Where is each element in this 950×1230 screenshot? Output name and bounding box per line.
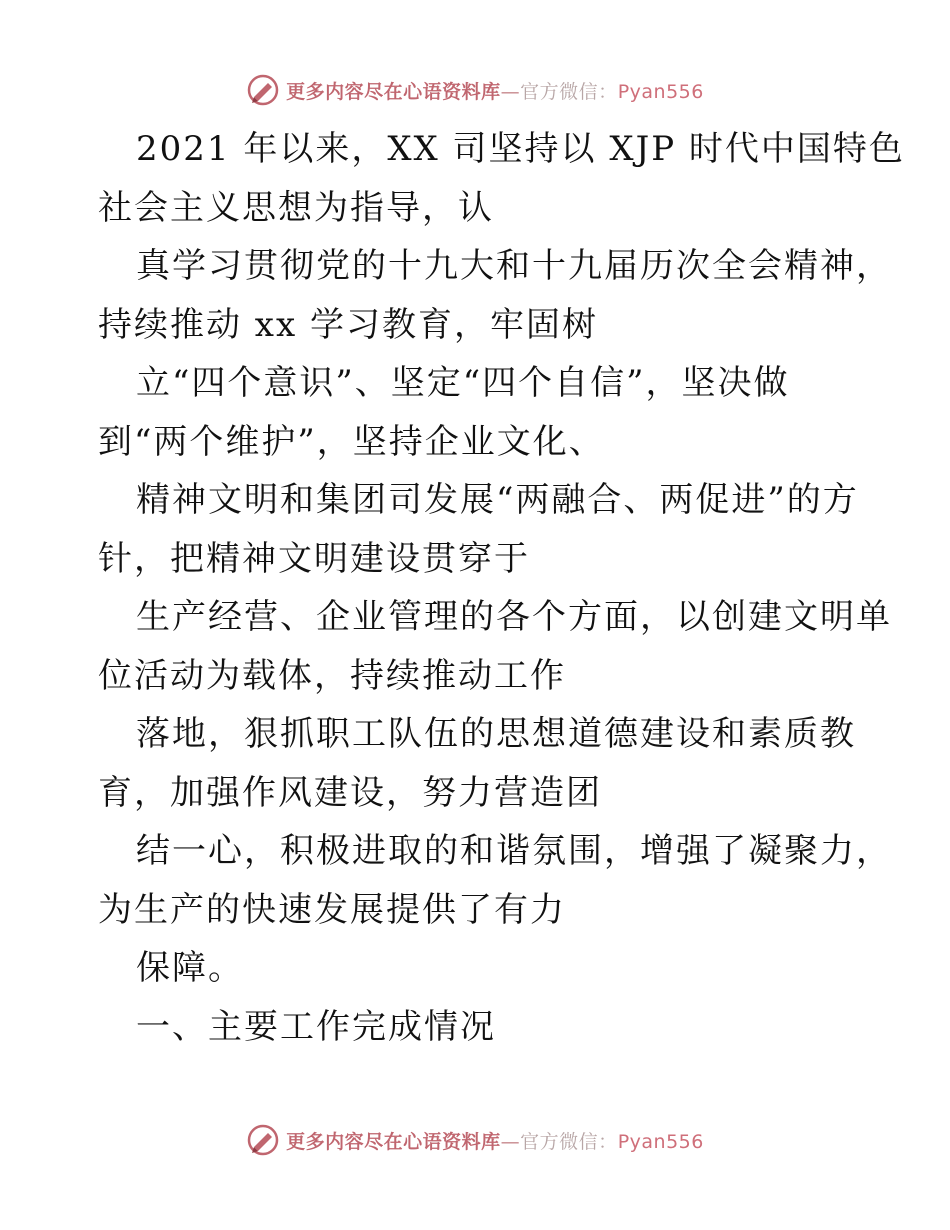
text-line: 保障。 [136,948,244,988]
watermark-text [286,1127,704,1154]
text-line: 针，把精神文明建设贯穿于 [98,538,530,579]
text-line: 一、主要工作完成情况 [136,1006,496,1047]
text-line: 2021 年以来，XX 司坚持以 XJP 时代中国特色 [136,129,905,169]
watermark-id: Pyan556 [617,1130,704,1153]
watermark-separator: — [500,80,521,103]
watermark-id: Pyan556 [617,80,704,103]
text-line: 到“两个维护”，坚持企业文化、 [98,421,605,462]
watermark-brand: 更多内容尽在心语资料库 [286,80,501,103]
footer-watermark [0,1120,950,1160]
text-line: 育，加强作风建设，努力营造团 [98,772,602,813]
pen-logo-icon [246,1123,280,1157]
header-watermark [0,70,950,110]
text-line: 社会主义思想为指导，认 [98,187,494,228]
text-line: 精神文明和集团司发展“两融合、两促进”的方 [136,480,859,520]
text-line: 结一心，积极进取的和谐氛围，增强了凝聚力， [136,831,892,871]
pen-logo-icon [246,73,280,107]
watermark-separator: — [500,1130,521,1153]
watermark-label: 官方微信： [520,80,618,103]
text-line: 持续推动 xx 学习教育，牢固树 [98,304,598,345]
watermark-brand: 更多内容尽在心语资料库 [286,1130,501,1153]
text-line: 落地，狠抓职工队伍的思想道德建设和素质教 [136,714,856,754]
text-line: 生产经营、企业管理的各个方面，以创建文明单 [136,597,892,637]
text-line: 为生产的快速发展提供了有力 [98,889,566,930]
watermark-text [286,77,704,104]
text-line: 真学习贯彻党的十九大和十九届历次全会精神， [136,246,892,286]
watermark-label: 官方微信： [520,1130,618,1153]
document-body [98,120,905,1056]
text-line: 立“四个意识”、坚定“四个自信”，坚决做 [136,363,790,403]
text-line: 位活动为载体，持续推动工作 [98,655,566,696]
